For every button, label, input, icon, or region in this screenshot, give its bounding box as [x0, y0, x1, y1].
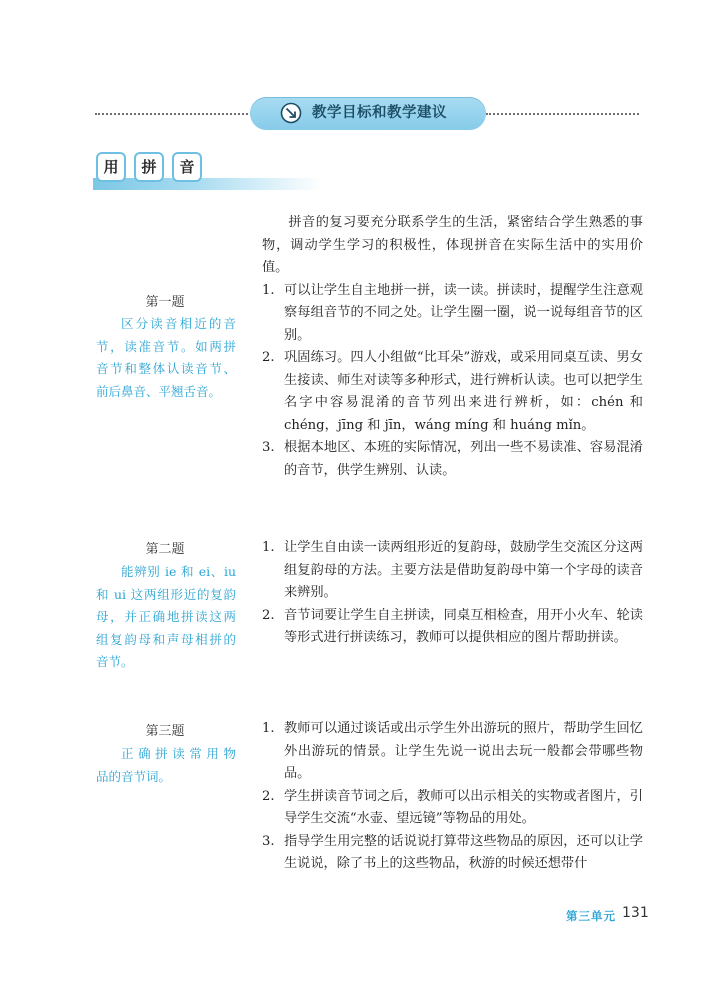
question-2-goal — [96, 561, 236, 674]
item-text: 学生拼读音节词之后，教师可以出示相关的实物或者图片，引导学生交流“水壶、望远镜”等物品的用处。 — [284, 788, 643, 826]
item-number: 1. — [262, 282, 275, 298]
goal-line: 节，读准音节。如两拼 — [96, 338, 236, 354]
item-number: 3. — [262, 440, 275, 455]
goal-line: 音节。 — [96, 654, 134, 669]
list-item — [262, 718, 643, 786]
item-text: 根据本地区、本班的实际情况，列出一些不易读准、容易混淆的音节，供学生辨别、认读。 — [284, 440, 643, 478]
list-item — [262, 831, 643, 876]
goal-line: 母，并正确地拼读这两 — [96, 609, 236, 624]
dotted-rule-right — [486, 113, 639, 115]
list-item — [262, 786, 643, 831]
dotted-rule-left — [95, 113, 255, 115]
page-number: 131 — [622, 905, 649, 921]
section-title-char: 音 — [172, 152, 202, 182]
question-1-goal — [96, 313, 236, 403]
arrow-circle-icon — [280, 102, 302, 124]
list-item — [262, 347, 643, 437]
goal-line: 区分读音相近的音 — [121, 316, 236, 331]
list-item — [262, 437, 643, 482]
section-title — [96, 152, 202, 182]
intro-paragraph: 拼音的复习要充分联系学生的生活，紧密结合学生熟悉的事物，调动学生学习的积极性，体现拼音在实际生活中的实用价值。 — [262, 215, 643, 275]
footer-unit-label: 第三单元 — [566, 909, 616, 923]
item-number: 2. — [262, 788, 275, 804]
item-text: 巩固练习。四人小组做“比耳朵”游戏，或采用同桌互读、男女生接读、师生对读等多种形式，进行辨析认读。也可以把学生名字中容易混淆的音节列出来进行辨析，如：chén 和 chéng，jīng 和 jīn，wáng míng 和 huáng mǐn。 — [284, 350, 643, 433]
question-2-body — [262, 537, 643, 650]
goal-line: 组复韵母和声母相拼的 — [96, 631, 236, 647]
item-number: 2. — [262, 607, 275, 623]
item-number: 1. — [262, 721, 275, 736]
question-3-goal — [96, 743, 236, 788]
list-item — [262, 605, 643, 650]
goal-line: 音节和整体认读音节、 — [96, 361, 236, 376]
item-number: 2. — [262, 350, 275, 365]
list-item — [262, 280, 643, 348]
suggestion-list — [262, 718, 643, 876]
question-1-body — [262, 212, 643, 482]
item-text: 音节词要让学生自主拼读，同桌互相检查，用开小火车、轮读等形式进行拼读练习，教师可以提供相应的图片帮助拼读。 — [284, 607, 643, 645]
chapter-banner — [250, 97, 486, 130]
item-text: 可以让学生自主地拼一拼，读一读。拼读时，提醒学生注意观察每组音节的不同之处。让学生圈一圈，说一说每组音节的区别。 — [284, 282, 643, 343]
item-text: 教师可以通过谈话或出示学生外出游玩的照片，帮助学生回忆外出游玩的情景。让学生先说一说出去玩一般都会带哪些物品。 — [284, 721, 643, 781]
section-title-char: 拼 — [134, 152, 164, 182]
suggestion-list — [262, 537, 643, 650]
question-1-heading: 第一题 — [145, 295, 185, 310]
item-text: 指导学生用完整的话说说打算带这些物品的原因，还可以让学生说说，除了书上的这些物品，秋游的时候还想带什 — [284, 833, 643, 871]
list-item — [262, 537, 643, 605]
item-number: 1. — [262, 540, 275, 555]
section-title-char: 用 — [96, 152, 126, 182]
suggestion-list — [262, 280, 643, 483]
item-number: 3. — [262, 833, 275, 849]
goal-line: 和 ui 这两组形近的复韵 — [96, 586, 236, 602]
item-text: 让学生自由读一读两组形近的复韵母，鼓励学生交流区分这两组复韵母的方法。主要方法是借助复韵母中第一个字母的读音来辨别。 — [284, 540, 643, 600]
goal-line: 能辨别 ie 和 ei、iu — [121, 564, 236, 579]
goal-line: 品的音节词。 — [96, 768, 172, 784]
banner-title: 教学目标和教学建议 — [312, 105, 447, 121]
question-2-heading: 第二题 — [145, 542, 185, 557]
goal-line: 正确拼读常用物 — [121, 746, 236, 761]
question-3-body — [262, 718, 643, 876]
goal-line: 前后鼻音、平翘舌音。 — [96, 383, 222, 399]
question-3-heading: 第三题 — [145, 724, 185, 739]
